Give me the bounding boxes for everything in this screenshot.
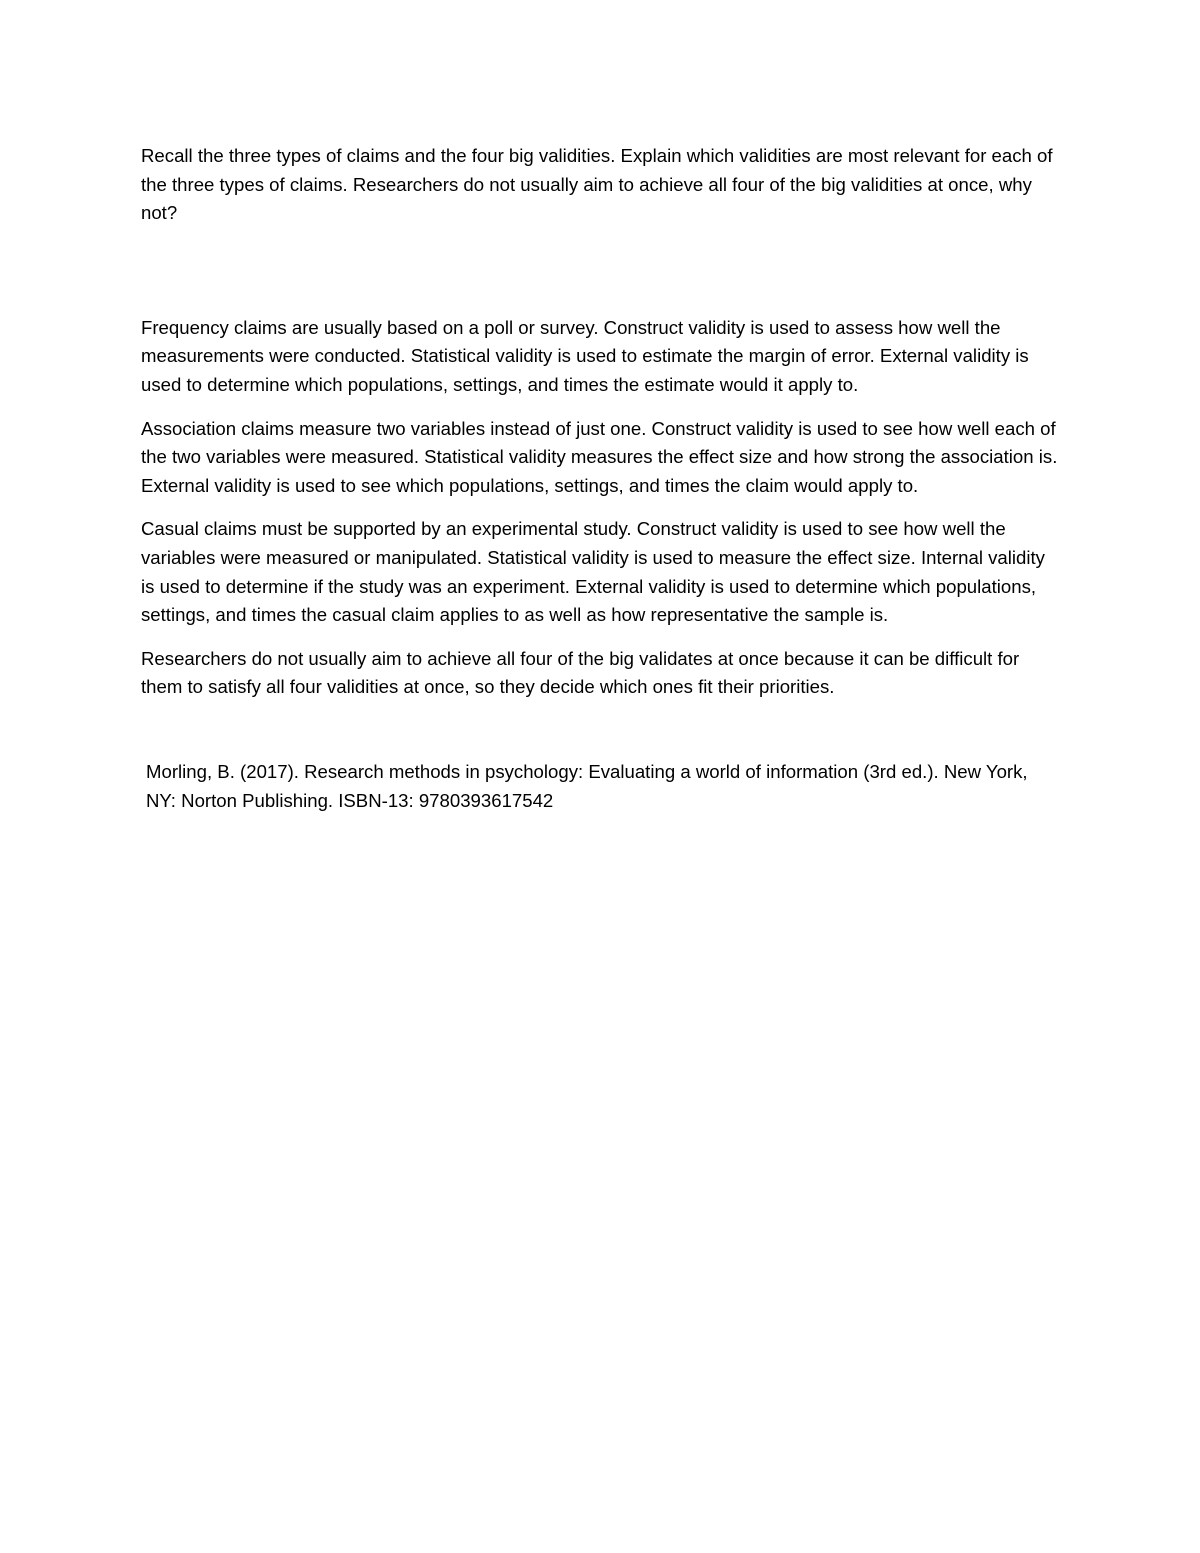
- frequency-claims-paragraph: Frequency claims are usually based on a poll or survey. Construct validity is used to assess how well the measurements were conducted. Statistical validity is used to estimate the margin of error. External validity is used to determine which populations, settings, and times the estimate would it apply to.: [141, 316, 1029, 395]
- reference-citation: Morling, B. (2017). Research methods in psychology: Evaluating a world of information (3rd ed.). New York, NY: Norton Publishing. ISBN-13: 9780393617542: [146, 760, 1028, 811]
- document-body: [141, 142, 1061, 815]
- association-claims-paragraph: Association claims measure two variables instead of just one. Construct validity is used to see how well each of the two variables were measured. Statistical validity measures the effect size and how strong the association is. External validity is used to see which populations, settings, and times the claim would apply to.: [141, 417, 1058, 496]
- validities-conclusion-paragraph: Researchers do not usually aim to achieve all four of the big validates at once because it can be difficult for them to satisfy all four validities at once, so they decide which ones fit their priorities.: [141, 647, 1020, 698]
- causal-claims-paragraph: Casual claims must be supported by an experimental study. Construct validity is used to see how well the variables were measured or manipulated. Statistical validity is used to measure the effect size. Internal validity is used to determine if the study was an experiment. External validity is used to determine which populations, settings, and times the casual claim applies to as well as how representative the sample is.: [141, 518, 1045, 626]
- question-paragraph: Recall the three types of claims and the four big validities. Explain which validities are most relevant for each of the three types of claims. Researchers do not usually aim to achieve all four of the big validities at once, why not?: [141, 145, 1053, 224]
